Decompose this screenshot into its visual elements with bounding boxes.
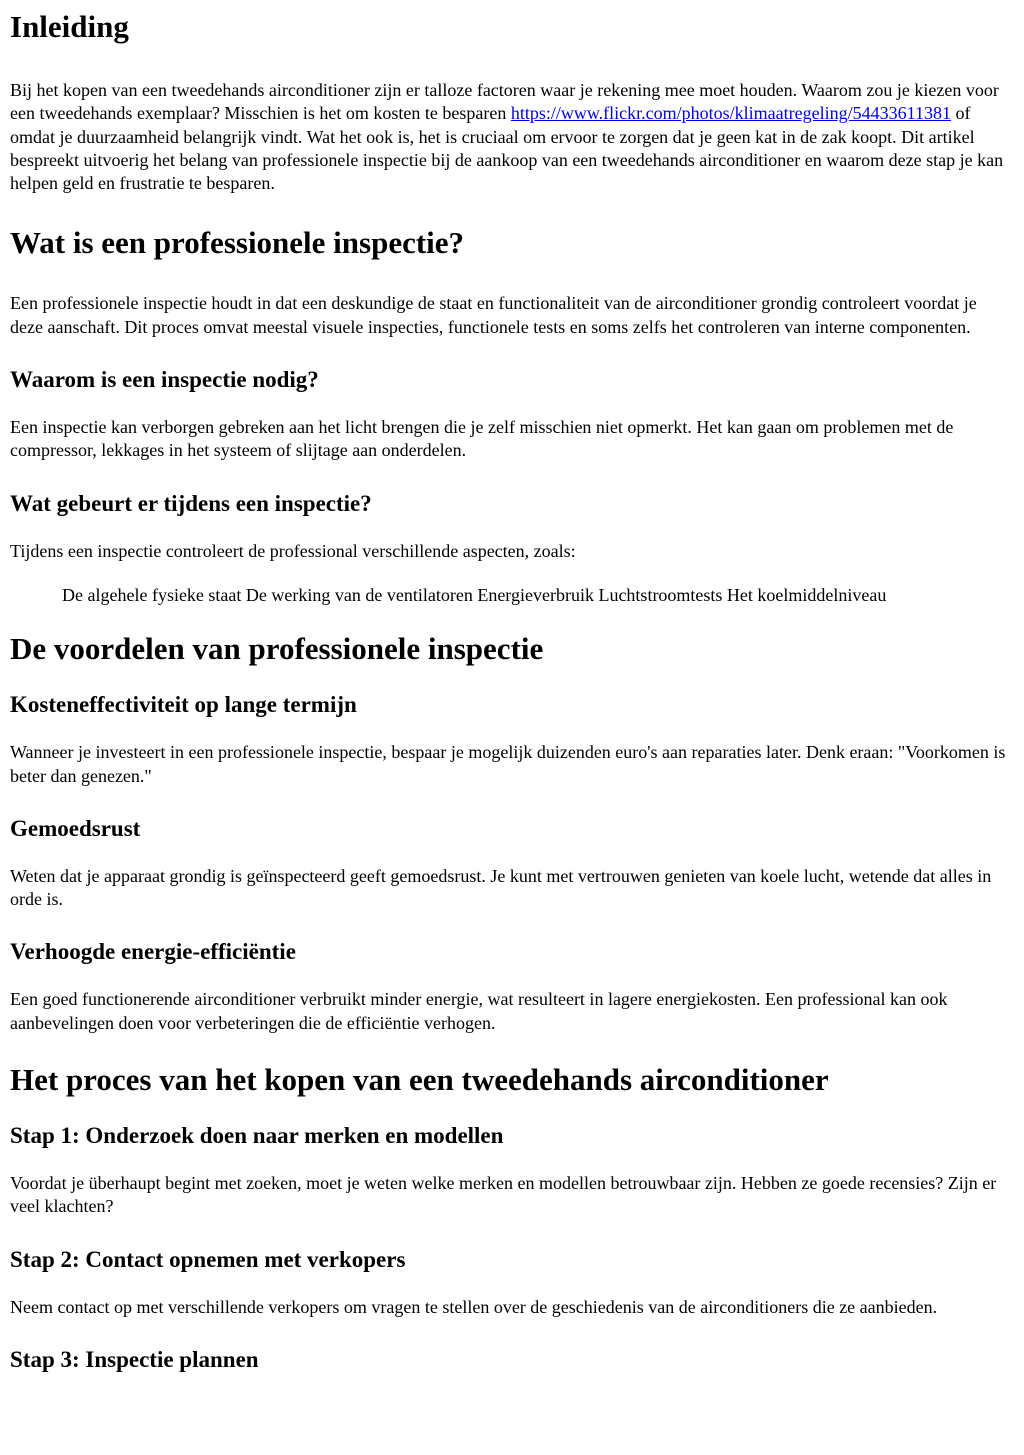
- heading-what-is-inspection: Wat is een professionele inspectie?: [10, 225, 465, 261]
- cost-paragraph: Wanneer je investeert in een professionele inspectie, bespaar je mogelijk duizenden euro's aan reparaties later. Denk eraan: "Voorkomen is beter dan genezen.": [10, 742, 1006, 786]
- heading-why-needed: Waarom is een inspectie nodig?: [10, 367, 319, 393]
- intro-text-before-link: Bij het kopen van een tweedehands airconditioner zijn er talloze factoren waar je rekening mee moet houden. Waarom zou je kiezen voor een tweedehands exemplaar? Misschien is het om kosten te besparen: [10, 80, 999, 124]
- what-is-paragraph: Een professionele inspectie houdt in dat een deskundige de staat en functionaliteit van de airconditioner grondig controleert voordat je deze aanschaft. Dit proces omvat meestal visuele inspecties, functionele tests en soms zelfs het controleren van interne componenten.: [10, 293, 977, 337]
- why-needed-paragraph: Een inspectie kan verborgen gebreken aan het licht brengen die je zelf misschien niet opmerkt. Het kan gaan om problemen met de compressor, lekkages in het systeem of slijtage aan onderdelen.: [10, 417, 954, 461]
- during-paragraph: Tijdens een inspectie controleert de professional verschillende aspecten, zoals:: [10, 540, 576, 561]
- flickr-link[interactable]: https://www.flickr.com/photos/klimaatregeling/54433611381: [510, 103, 951, 124]
- heading-step-2: Stap 2: Contact opnemen met verkopers: [10, 1246, 406, 1272]
- heading-benefits: De voordelen van professionele inspectie: [10, 631, 544, 667]
- heading-peace-of-mind: Gemoedsrust: [10, 815, 141, 841]
- article: [0, 9, 1024, 1373]
- energy-paragraph: Een goed functionerende airconditioner verbruikt minder energie, wat resulteert in lagere energiekosten. Een professional kan ook aanbevelingen doen voor verbeteringen die de efficiëntie verhogen.: [10, 989, 948, 1033]
- step-2-paragraph: Neem contact op met verschillende verkopers om vragen te stellen over de geschiedenis van de airconditioners die ze aanbieden.: [10, 1296, 938, 1317]
- inspection-aspects-list: De algehele fysieke staat De werking van de ventilatoren Energieverbruik Luchtstroomtests Het koelmiddelniveau: [62, 584, 887, 605]
- heading-step-1: Stap 1: Onderzoek doen naar merken en modellen: [10, 1123, 504, 1149]
- heading-step-3: Stap 3: Inspectie plannen: [10, 1346, 259, 1372]
- intro-text-after-link: of omdat je duurzaamheid belangrijk vindt. Wat het ook is, het is cruciaal om ervoor te zorgen dat je geen kat in de zak koopt. Dit artikel bespreekt uitvoerig het belang van professionele inspectie bij de aankoop van een tweedehands airconditioner en waarom deze stap je kan helpen geld en frustratie te besparen.: [10, 103, 1004, 194]
- intro-paragraph: [10, 79, 1014, 195]
- heading-buying-process: Het proces van het kopen van een tweedehands airconditioner: [10, 1062, 829, 1098]
- peace-paragraph: Weten dat je apparaat grondig is geïnspecteerd geeft gemoedsrust. Je kunt met vertrouwen genieten van koele lucht, wetende dat alles in orde is.: [10, 865, 992, 910]
- heading-during-inspection: Wat gebeurt er tijdens een inspectie?: [10, 490, 372, 516]
- heading-cost-effectiveness: Kosteneffectiviteit op lange termijn: [10, 692, 357, 718]
- heading-energy-efficiency: Verhoogde energie-efficiëntie: [10, 939, 296, 965]
- heading-inleiding: Inleiding: [10, 9, 129, 44]
- step-1-paragraph: Voordat je überhaupt begint met zoeken, moet je weten welke merken en modellen betrouwbaar zijn. Hebben ze goede recensies? Zijn er veel klachten?: [10, 1173, 997, 1217]
